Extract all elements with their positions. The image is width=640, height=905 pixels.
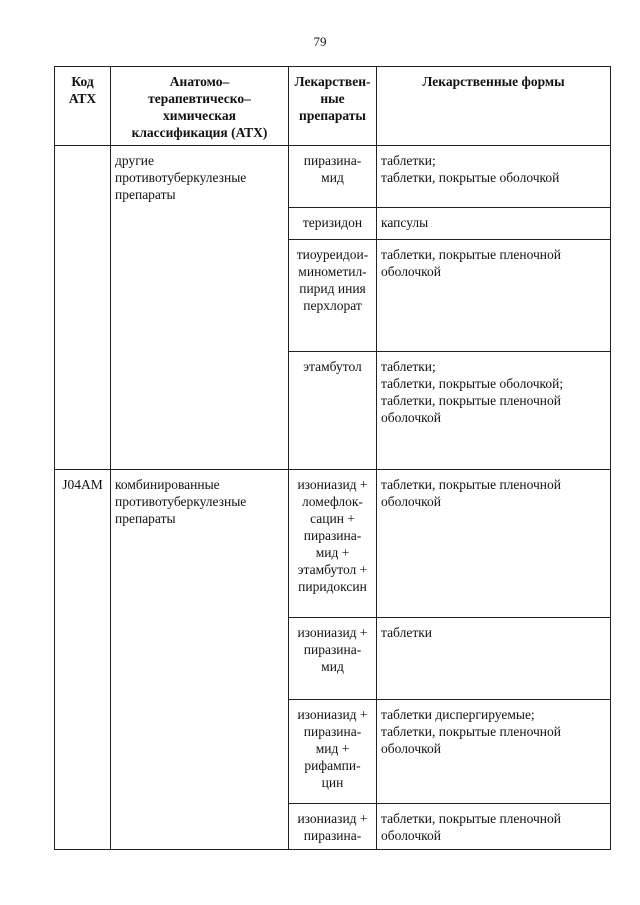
atc-code-cell: J04AM: [55, 470, 111, 850]
drug-cell: теризидон: [289, 208, 377, 240]
header-drugs: Лекарствен- ные препараты: [289, 67, 377, 146]
drug-cell: изониазид + ломефлок- сацин + пиразина- мид + этамбутол + пиридоксин: [289, 470, 377, 618]
classification-cell: другие противотуберкулезные препараты: [111, 146, 289, 470]
table-row: [55, 470, 611, 618]
drug-cell: изониазид + пиразина-: [289, 804, 377, 850]
dosage-forms-cell: таблетки, покрытые пленочной оболочкой: [377, 804, 611, 850]
drug-cell: изониазид + пиразина- мид: [289, 618, 377, 700]
atc-code-cell: [55, 146, 111, 470]
table-row: [55, 146, 611, 208]
dosage-forms-cell: таблетки диспергируемые; таблетки, покрытые пленочной оболочкой: [377, 700, 611, 804]
drug-cell: изониазид + пиразина- мид + рифампи- цин: [289, 700, 377, 804]
header-code: Код АТХ: [55, 67, 111, 146]
dosage-forms-cell: таблетки: [377, 618, 611, 700]
dosage-forms-cell: таблетки, покрытые пленочной оболочкой: [377, 240, 611, 352]
header-forms: Лекарственные формы: [377, 67, 611, 146]
dosage-forms-cell: таблетки, покрытые пленочной оболочкой: [377, 470, 611, 618]
page-number: 79: [313, 34, 327, 49]
dosage-forms-cell: капсулы: [377, 208, 611, 240]
classification-cell: комбинированные противотуберкулезные препараты: [111, 470, 289, 850]
dosage-forms-cell: таблетки; таблетки, покрытые оболочкой; таблетки, покрытые пленочной оболочкой: [377, 352, 611, 470]
drug-cell: этамбутол: [289, 352, 377, 470]
table-header-row: [55, 67, 611, 146]
header-classification: Анатомо– терапевтическо– химическая классификация (АТХ): [111, 67, 289, 146]
drug-cell: тиоуреидои- минометил- пирид иния перхлорат: [289, 240, 377, 352]
dosage-forms-cell: таблетки; таблетки, покрытые оболочкой: [377, 146, 611, 208]
drug-cell: пиразина- мид: [289, 146, 377, 208]
atc-drug-table: [54, 66, 611, 850]
